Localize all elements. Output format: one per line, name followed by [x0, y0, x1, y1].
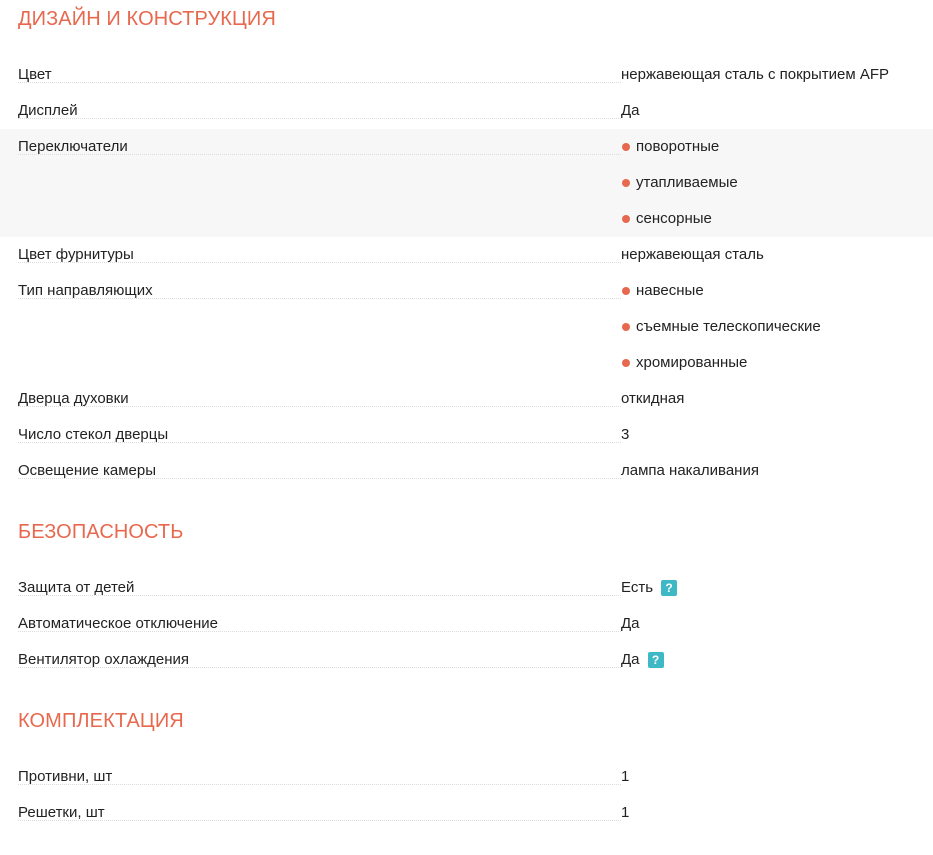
spec-value-line [621, 57, 933, 93]
spec-value-cell [621, 381, 933, 417]
spec-label-cell [0, 570, 621, 606]
spec-rows [0, 759, 933, 831]
spec-value-cell [621, 759, 933, 795]
spec-row [0, 606, 933, 642]
spec-label: Тип направляющих [18, 282, 153, 299]
spec-label-cell [0, 453, 621, 489]
spec-value: откидная [621, 390, 685, 407]
spec-value-cell [621, 642, 933, 678]
spec-label: Решетки, шт [18, 804, 105, 821]
spec-row [0, 417, 933, 453]
dotted-leader [18, 82, 621, 83]
spec-value: сенсорные [636, 210, 712, 227]
help-icon[interactable]: ? [661, 580, 677, 596]
spec-value: 1 [621, 768, 630, 785]
spec-value-line [621, 237, 933, 273]
spec-value: хромированные [636, 354, 748, 371]
spec-label-cell [0, 795, 621, 831]
spec-label: Цвет фурнитуры [18, 246, 134, 263]
spec-value-line [621, 759, 933, 795]
section-title: БЕЗОПАСНОСТЬ [18, 521, 184, 543]
spec-value: 3 [621, 426, 630, 443]
spec-value-line [621, 795, 933, 831]
spec-label-cell [0, 381, 621, 417]
spec-label: Автоматическое отключение [18, 615, 218, 632]
spec-value-line [621, 570, 933, 606]
spec-value: утапливаемые [636, 174, 738, 191]
spec-value-cell [621, 795, 933, 831]
spec-value-cell [621, 93, 933, 129]
spec-label: Противни, шт [18, 768, 113, 785]
bullet-icon [622, 143, 630, 151]
spec-label-cell [0, 129, 621, 165]
spec-row [0, 129, 933, 237]
spec-label-cell [0, 417, 621, 453]
spec-label: Цвет [18, 66, 52, 83]
help-icon[interactable]: ? [648, 652, 664, 668]
spec-value-line [621, 642, 933, 678]
spec-value-cell [621, 237, 933, 273]
spec-rows [0, 570, 933, 678]
bullet-icon [622, 359, 630, 367]
spec-value: Есть [621, 579, 654, 596]
spec-row [0, 381, 933, 417]
spec-label-cell [0, 57, 621, 93]
bullet-icon [622, 323, 630, 331]
spec-label-cell [0, 237, 621, 273]
spec-value: нержавеющая сталь с покрытием AFP [621, 66, 890, 83]
spec-row [0, 642, 933, 678]
spec-label: Защита от детей [18, 579, 135, 596]
spec-row [0, 273, 933, 381]
spec-label-cell [0, 273, 621, 309]
spec-label: Переключатели [18, 138, 128, 155]
spec-value: Да [621, 651, 640, 668]
spec-value: навесные [636, 282, 704, 299]
spec-row [0, 759, 933, 795]
spec-value-cell [621, 453, 933, 489]
dotted-leader [18, 118, 621, 119]
bullet-icon [622, 215, 630, 223]
spec-value: 1 [621, 804, 630, 821]
spec-list-item [621, 273, 933, 309]
spec-value-cell [621, 129, 933, 237]
spec-label-cell [0, 93, 621, 129]
section-title: КОМПЛЕКТАЦИЯ [18, 710, 184, 732]
spec-value: съемные телескопические [636, 318, 821, 335]
spec-value-cell [621, 417, 933, 453]
spec-list-item [621, 309, 933, 345]
spec-list-item [621, 165, 933, 201]
spec-label: Число стекол дверцы [18, 426, 169, 443]
spec-row [0, 237, 933, 273]
spec-value: Да [621, 102, 640, 119]
spec-label-cell [0, 606, 621, 642]
spec-value: поворотные [636, 138, 720, 155]
spec-value: лампа накаливания [621, 462, 759, 479]
spec-list-item [621, 201, 933, 237]
spec-section [0, 709, 933, 831]
spec-value-cell [621, 273, 933, 381]
spec-value-cell [621, 57, 933, 93]
spec-row [0, 795, 933, 831]
spec-label: Вентилятор охлаждения [18, 651, 189, 668]
spec-value-cell [621, 606, 933, 642]
spec-value-line [621, 417, 933, 453]
spec-row [0, 570, 933, 606]
spec-label: Дисплей [18, 102, 78, 119]
spec-value-cell [621, 570, 933, 606]
spec-label: Освещение камеры [18, 462, 157, 479]
spec-value: нержавеющая сталь [621, 246, 764, 263]
spec-row [0, 93, 933, 129]
spec-row [0, 453, 933, 489]
spec-row [0, 57, 933, 93]
spec-label: Дверца духовки [18, 390, 129, 407]
spec-label-cell [0, 759, 621, 795]
spec-value: Да [621, 615, 640, 632]
spec-value-line [621, 606, 933, 642]
section-title: ДИЗАЙН И КОНСТРУКЦИЯ [18, 8, 276, 30]
bullet-icon [622, 287, 630, 295]
spec-list-item [621, 345, 933, 381]
spec-value-line [621, 453, 933, 489]
spec-value-line [621, 381, 933, 417]
bullet-icon [622, 179, 630, 187]
spec-value-line [621, 93, 933, 129]
spec-section [0, 520, 933, 678]
spec-label-cell [0, 642, 621, 678]
spec-section [0, 7, 933, 489]
spec-list-item [621, 129, 933, 165]
spec-rows [0, 57, 933, 489]
